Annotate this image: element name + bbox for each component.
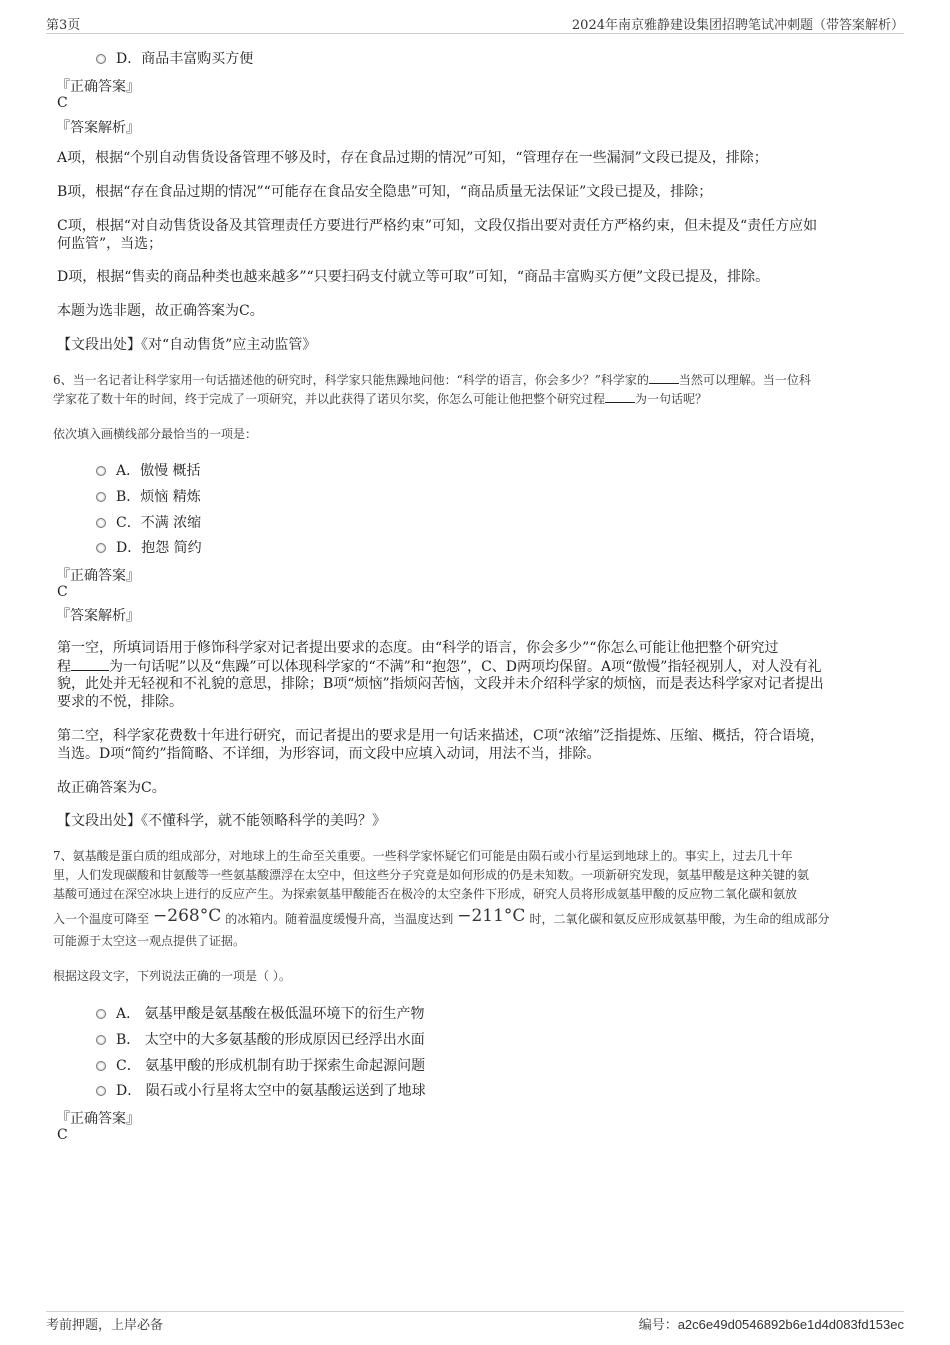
radio-icon[interactable]	[96, 54, 106, 64]
q5-analysis-a: A项，根据“个别自动售货设备管理不够及时，存在食品过期的情况”可知，“管理存在一些漏洞”文段已提及，排除；	[57, 150, 768, 166]
radio-icon[interactable]	[96, 1009, 106, 1019]
q6-option-b[interactable]	[96, 486, 201, 506]
footer-slogan: 考前押题，上岸必备	[46, 1318, 164, 1333]
q7-stem-line4: 入一个温度可降至 −268°C 的冰箱内。随着温度缓慢升高，当温度达到 −211°C 时，二氧化碳和氨反应形成氨基甲酸，为生命的组成部分	[53, 906, 830, 926]
q6-option-b-text: B．烦恼 精炼	[116, 489, 201, 505]
q6-analysis-p1-l2: 程 为一句话呢”以及“焦躁”可以体现科学家的“不满”和“抱怨”，C、D两项均保留。A项“傲慢”指轻视别人，对人没有礼	[57, 659, 822, 675]
q5-analysis-d: D项，根据“售卖的商品种类也越来越多”“只要扫码支付就立等可取”可知，“商品丰富购买方便”文段已提及，排除。	[57, 269, 770, 285]
q7-option-a[interactable]	[96, 1003, 425, 1023]
temperature-2: −211°C	[457, 906, 526, 926]
q6-option-a-text: A．傲慢 概括	[116, 463, 201, 479]
q6-stem-line2: 学家花了数十年的时间，终于完成了一项研究，并以此获得了诺贝尔奖，你怎么可能让他把整个研究过程 为一句话呢？	[53, 389, 707, 409]
q6-conclusion: 故正确答案为C。	[57, 780, 166, 796]
q5-analysis-label: 『答案解析』	[56, 120, 140, 136]
radio-icon[interactable]	[96, 518, 106, 528]
q5-analysis-c1: C项，根据“对自动售货设备及其管理责任方要进行严格约束”可知，文段仅指出要对责任方严格约束，但未提及“责任方应如	[57, 218, 818, 234]
footer-divider	[46, 1311, 904, 1312]
blank-line	[71, 657, 109, 671]
page-number: 第3页	[46, 18, 81, 33]
radio-icon[interactable]	[96, 543, 106, 553]
q7-option-d[interactable]	[96, 1080, 426, 1100]
q7-answer: C	[57, 1127, 68, 1143]
q6-analysis-p1-l3: 貌，此处并无轻视和不礼貌的意思，排除；B项“烦恼”指烦闷苦恼，文段并未介绍科学家的烦恼，而是表达科学家对记者提出	[57, 676, 824, 692]
radio-icon[interactable]	[96, 492, 106, 502]
q5-analysis-c2: 何监管”，当选；	[57, 236, 163, 252]
q6-option-d-text: D．抱怨 简约	[116, 540, 202, 556]
q7-prompt: 根据这段文字，下列说法正确的一项是（ ）。	[53, 969, 291, 983]
q7-stem-line3: 基酸可通过在深空冰块上进行的反应产生。为探索氨基甲酸能否在极冷的太空条件下形成，研究人员将形成氨基甲酸的反应物二氧化碳和氨放	[53, 887, 798, 901]
radio-icon[interactable]	[96, 1035, 106, 1045]
q6-source: 【文段出处】《不懂科学，就不能领略科学的美吗？》	[57, 813, 386, 829]
radio-icon[interactable]	[96, 1086, 106, 1096]
q6-prompt: 依次填入画横线部分最恰当的一项是：	[53, 427, 258, 441]
q7-option-d-text: D． 陨石或小行星将太空中的氨基酸运送到了地球	[116, 1083, 426, 1099]
q7-option-a-text: A． 氨基甲酸是氨基酸在极低温环境下的衍生产物	[116, 1006, 425, 1022]
q7-option-c-text: C． 氨基甲酸的形成机制有助于探索生命起源问题	[116, 1058, 426, 1074]
q6-stem-line1: 6、当一名记者让科学家用一句话描述他的研究时，科学家只能焦躁地问他：“科学的语言，你会多少？”科学家的 当然可以理解。当一位科	[53, 370, 811, 390]
q6-answer: C	[57, 584, 68, 600]
q6-analysis-p1-l1: 第一空，所填词语用于修饰科学家对记者提出要求的态度。由“科学的语言，你会多少”“你怎么可能让他把整个研究过	[57, 640, 779, 656]
q6-answer-label: 『正确答案』	[56, 568, 140, 584]
q5-analysis-b: B项，根据“存在食品过期的情况”“可能存在食品安全隐患”可知，“商品质量无法保证”文段已提及，排除；	[57, 184, 713, 200]
q5-source: 【文段出处】《对“自动售货”应主动监管》	[57, 337, 317, 353]
temperature-1: −268°C	[153, 906, 222, 926]
q7-option-b-text: B． 太空中的大多氨基酸的形成原因已经浮出水面	[116, 1032, 425, 1048]
q5-conclusion: 本题为选非题，故正确答案为C。	[57, 303, 264, 319]
q6-analysis-p1-l4: 要求的不悦，排除。	[57, 694, 183, 710]
document-title: 2024年南京雅静建设集团招聘笔试冲刺题（带答案解析）	[571, 18, 904, 33]
header-divider	[46, 33, 904, 34]
q7-stem-line5: 可能源于太空这一观点提供了证据。	[53, 934, 246, 948]
q7-option-b[interactable]	[96, 1029, 425, 1049]
footer-serial: 编号：a2c6e49d0546892b6e1d4d083fd153ec	[638, 1317, 904, 1332]
q5-answer-label: 『正确答案』	[56, 79, 140, 95]
radio-icon[interactable]	[96, 1061, 106, 1071]
q5-option-d[interactable]	[96, 48, 253, 68]
q7-stem-line2: 里，人们发现碳酸和甘氨酸等一些氨基酸漂浮在太空中，但这些分子究竟是如何形成的仍是未知数。一项新研究发现，氨基甲酸是这种关键的氨	[53, 868, 810, 882]
q6-analysis-p2-l2: 当选。D项“简约”指简略、不详细，为形容词，而文段中应填入动词，用法不当，排除。	[57, 746, 601, 762]
blank-line	[649, 370, 679, 384]
q6-option-c[interactable]	[96, 512, 201, 532]
radio-icon[interactable]	[96, 466, 106, 476]
q6-analysis-p2-l1: 第二空，科学家花费数十年进行研究，而记者提出的要求是用一句话来描述，C项“浓缩”泛指提炼、压缩、概括，符合语境，	[57, 728, 825, 744]
q7-stem-line1: 7、氨基酸是蛋白质的组成部分，对地球上的生命至关重要。一些科学家怀疑它们可能是由陨石或小行星运到地球上的。事实上，过去几十年	[53, 849, 793, 863]
q7-option-c[interactable]	[96, 1055, 425, 1075]
q6-option-d[interactable]	[96, 537, 202, 557]
q5-answer: C	[57, 95, 68, 111]
q6-option-a[interactable]	[96, 460, 201, 480]
q7-answer-label: 『正确答案』	[56, 1111, 140, 1127]
q6-option-c-text: C．不满 浓缩	[116, 515, 202, 531]
blank-line	[605, 389, 635, 403]
q5-option-d-text: D．商品丰富购买方便	[116, 51, 254, 67]
q6-analysis-label: 『答案解析』	[56, 608, 140, 624]
